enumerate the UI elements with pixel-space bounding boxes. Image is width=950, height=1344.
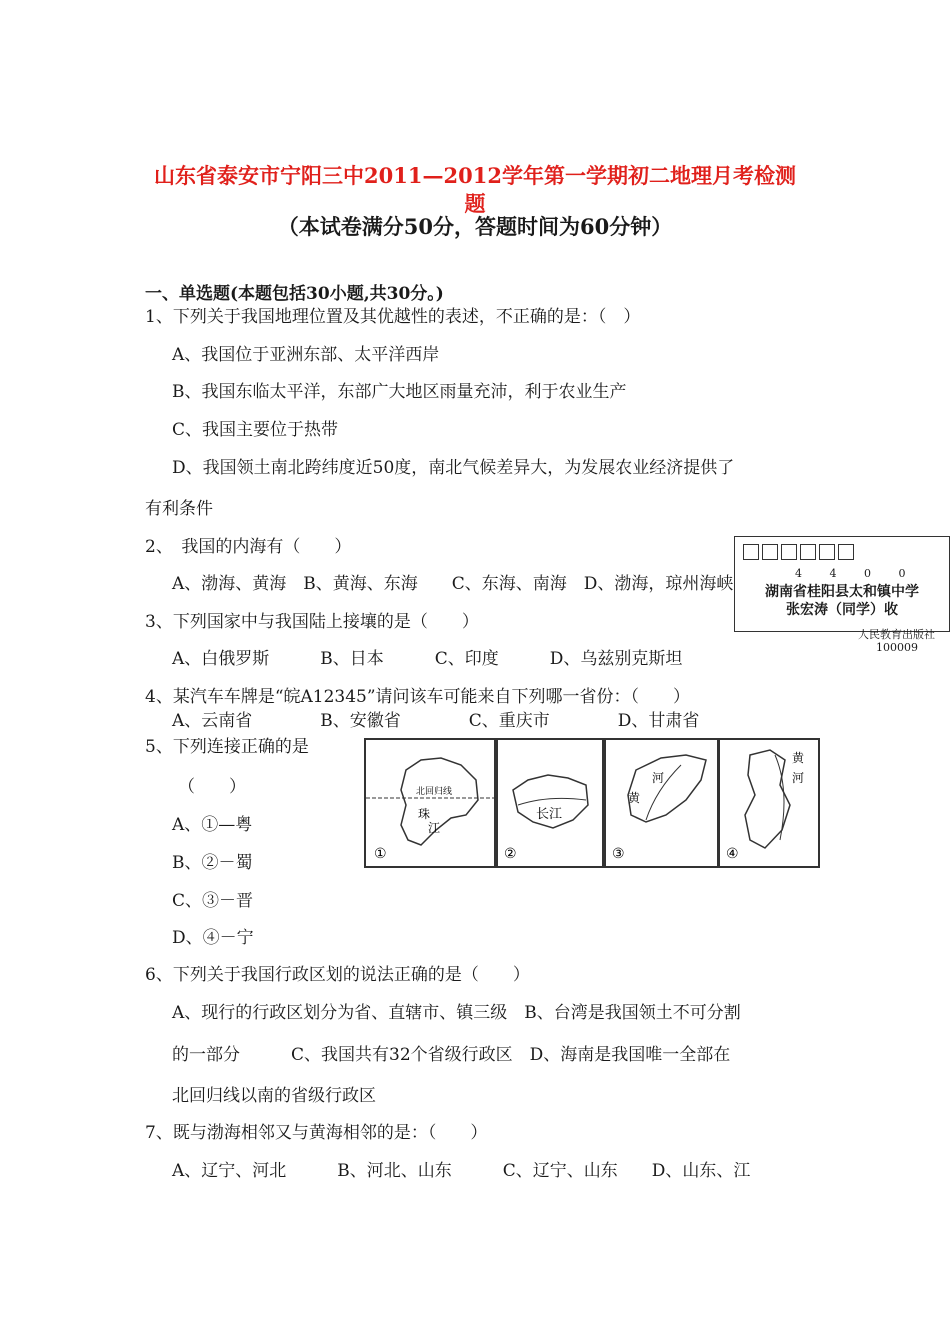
stamp-address: 湖南省桂阳县太和镇中学 xyxy=(765,584,919,600)
q6-line-1: A、现行的行政区划分为省、直辖市、镇三级 B、台湾是我国领土不可分割 xyxy=(172,1003,741,1023)
postcode-boxes xyxy=(743,544,857,564)
stamp-recipient: 张宏涛（同学）收 xyxy=(786,602,898,618)
question-7: 7、既与渤海相邻又与黄海相邻的是：（ ） xyxy=(145,1123,488,1143)
envelope-stamp xyxy=(734,536,950,632)
map-1 xyxy=(364,738,496,868)
q5-option-b: B、②－蜀 xyxy=(172,853,253,873)
stamp-zip: 4 4 0 0 xyxy=(795,567,918,580)
map-2-river: 长江 xyxy=(536,807,563,822)
map-3-river-1: 河 xyxy=(652,771,665,785)
q1-option-d: D、我国领土南北跨纬度近50度，南北气候差异大，为发展农业经济提供了 xyxy=(172,458,735,478)
q1-option-c: C、我国主要位于热带 xyxy=(172,420,339,440)
q5-option-a: A、①—粤 xyxy=(172,815,253,835)
q5-paren: （ ） xyxy=(178,777,246,797)
exam-title: 山东省泰安市宁阳三中2011—2012学年第一学期初二地理月考检测 xyxy=(154,163,796,188)
map-2 xyxy=(496,738,604,868)
q1-option-b: B、我国东临太平洋，东部广大地区雨量充沛，利于农业生产 xyxy=(172,382,627,402)
map-1-tropic-label: 北回归线 xyxy=(416,787,453,797)
question-4: 4、某汽车车牌是“皖A12345”请问该车可能来自下列哪一省份：（ ） xyxy=(145,687,691,707)
q6-line-2: 的一部分 C、我国共有32个省级行政区 D、海南是我国唯一全部在 xyxy=(172,1045,731,1065)
q6-line-3: 北回归线以南的省级行政区 xyxy=(172,1086,376,1106)
question-5: 5、下列连接正确的是 xyxy=(145,737,309,757)
map-4-river-2: 河 xyxy=(792,771,805,785)
map-3 xyxy=(604,738,719,868)
exam-title-cont: 题 xyxy=(464,191,486,216)
q7-options: A、辽宁、河北 B、河北、山东 C、辽宁、山东 D、山东、江 xyxy=(172,1161,751,1181)
stamp-publisher: 人民教育出版社 xyxy=(858,628,935,641)
q2-options: A、渤海、黄海 B、黄海、东海 C、东海、南海 D、渤海，琼州海峡 xyxy=(172,574,734,594)
q5-option-c: C、③－晋 xyxy=(172,891,254,911)
map-4 xyxy=(718,738,820,868)
map-2-number: ② xyxy=(504,846,517,862)
question-3: 3、下列国家中与我国陆上接壤的是（ ） xyxy=(145,612,479,632)
q5-option-d: D、④－宁 xyxy=(172,928,254,948)
map-3-number: ③ xyxy=(612,846,625,862)
q1-option-d-cont: 有利条件 xyxy=(145,499,213,519)
q1-option-a: A、我国位于亚洲东部、太平洋西岸 xyxy=(172,345,440,365)
stamp-publisher-zip: 100009 xyxy=(876,641,918,654)
map-4-river-1: 黄 xyxy=(792,751,805,765)
question-1: 1、下列关于我国地理位置及其优越性的表述，不正确的是：（ ） xyxy=(145,307,641,327)
map-4-number: ④ xyxy=(726,846,739,862)
map-1-river-2: 江 xyxy=(428,821,441,835)
q3-options: A、白俄罗斯 B、日本 C、印度 D、乌兹别克斯坦 xyxy=(172,649,683,669)
q4-options: A、云南省 B、安徽省 C、重庆市 D、甘肃省 xyxy=(172,711,700,731)
map-3-river-2: 黄 xyxy=(628,791,641,805)
map-1-number: ① xyxy=(374,846,387,862)
section-heading: 一、单选题(本题包括30小题,共30分。) xyxy=(145,284,444,304)
exam-subtitle: （本试卷满分50分，答题时间为60分钟） xyxy=(277,214,673,239)
map-1-river-1: 珠 xyxy=(418,807,431,821)
question-2: 2、 我国的内海有（ ） xyxy=(145,537,352,557)
question-6: 6、下列关于我国行政区划的说法正确的是（ ） xyxy=(145,965,530,985)
